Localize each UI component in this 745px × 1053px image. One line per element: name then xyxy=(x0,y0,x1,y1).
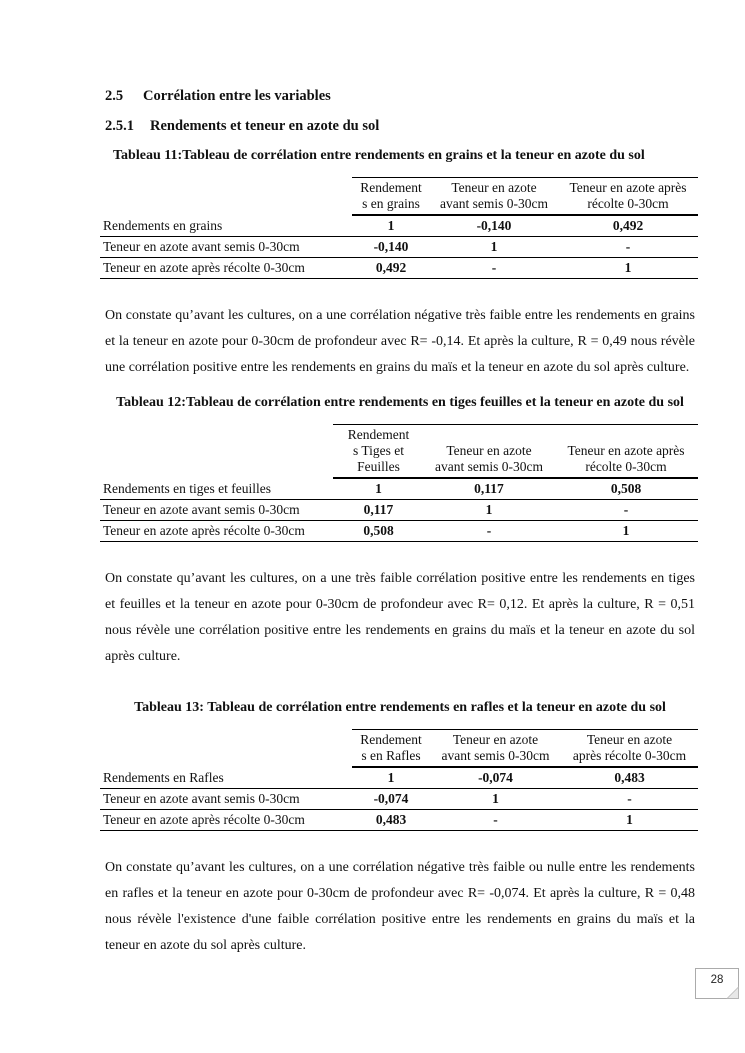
table-row xyxy=(100,500,698,521)
correlation-value: - xyxy=(554,500,698,521)
page-corner-fold-inner xyxy=(728,988,738,998)
correlation-value: -0,140 xyxy=(430,215,558,237)
row-label: Teneur en azote après récolte 0-30cm xyxy=(100,810,352,831)
table-header-row xyxy=(100,425,698,479)
column-header: Teneur en azote avant semis 0-30cm xyxy=(424,425,554,479)
table-13-correlation-rafles xyxy=(100,729,698,831)
row-label: Rendements en grains xyxy=(100,215,352,237)
table-header-row xyxy=(100,730,698,768)
section-heading-2-5 xyxy=(105,88,695,105)
table-row xyxy=(100,215,698,237)
table-12-correlation-tiges-feuilles xyxy=(100,424,698,542)
table-header-row xyxy=(100,178,698,216)
row-label: Rendements en Rafles xyxy=(100,767,352,789)
table-row xyxy=(100,767,698,789)
document-page-content xyxy=(105,88,695,959)
column-header: Teneur en azote avant semis 0-30cm xyxy=(430,730,561,768)
column-header: Teneur en azote avant semis 0-30cm xyxy=(430,178,558,216)
table-11-correlation-grains xyxy=(100,177,698,279)
column-header: Teneur en azote après récolte 0-30cm xyxy=(554,425,698,479)
table-row xyxy=(100,237,698,258)
correlation-value: 0,117 xyxy=(333,500,424,521)
table-row xyxy=(100,478,698,500)
row-label: Teneur en azote avant semis 0-30cm xyxy=(100,500,333,521)
correlation-value: 1 xyxy=(558,258,698,279)
correlation-value: 1 xyxy=(424,500,554,521)
correlation-value: - xyxy=(561,789,698,810)
correlation-value: 1 xyxy=(554,521,698,542)
column-header: Teneur en azote après récolte 0-30cm xyxy=(561,730,698,768)
correlation-value: 1 xyxy=(430,789,561,810)
column-header: Teneur en azote après récolte 0-30cm xyxy=(558,178,698,216)
correlation-value: - xyxy=(558,237,698,258)
correlation-value: 0,508 xyxy=(333,521,424,542)
correlation-value: -0,074 xyxy=(352,789,430,810)
row-label: Teneur en azote après récolte 0-30cm xyxy=(100,521,333,542)
section-title: Corrélation entre les variables xyxy=(143,88,331,104)
correlation-value: 1 xyxy=(333,478,424,500)
empty-corner-cell xyxy=(100,425,333,479)
correlation-value: 1 xyxy=(352,215,430,237)
page-number-box xyxy=(695,968,739,999)
page-number: 28 xyxy=(710,974,724,986)
correlation-value: -0,074 xyxy=(430,767,561,789)
correlation-value: - xyxy=(430,258,558,279)
table-row xyxy=(100,258,698,279)
column-header: Rendement s en Rafles xyxy=(352,730,430,768)
table-row xyxy=(100,521,698,542)
table-row xyxy=(100,789,698,810)
correlation-value: 0,508 xyxy=(554,478,698,500)
table-12-caption: Tableau 12:Tableau de corrélation entre rendements en tiges feuilles et la teneur en azote du sol xyxy=(116,395,684,410)
correlation-value: 0,492 xyxy=(558,215,698,237)
table-row xyxy=(100,810,698,831)
row-label: Teneur en azote avant semis 0-30cm xyxy=(100,237,352,258)
correlation-value: 0,483 xyxy=(352,810,430,831)
subsection-title: Rendements et teneur en azote du sol xyxy=(150,118,380,134)
row-label: Rendements en tiges et feuilles xyxy=(100,478,333,500)
empty-corner-cell xyxy=(100,730,352,768)
correlation-value: - xyxy=(424,521,554,542)
correlation-value: - xyxy=(430,810,561,831)
correlation-value: 1 xyxy=(352,767,430,789)
subsection-number: 2.5.1 xyxy=(105,118,134,134)
analysis-paragraph-grains: On constate qu’avant les cultures, on a une corrélation négative très faible entre les rendements en grains et la teneur en azote pour 0-30cm de profondeur avec R= -0,14. Et après la culture, R = 0,49 nous révèle une corrélation positive entre les rendements en grains du maïs et la teneur en azote du sol après culture. xyxy=(105,308,695,375)
empty-corner-cell xyxy=(100,178,352,216)
row-label: Teneur en azote après récolte 0-30cm xyxy=(100,258,352,279)
section-heading-2-5-1 xyxy=(105,118,695,135)
correlation-value: -0,140 xyxy=(352,237,430,258)
correlation-value: 0,117 xyxy=(424,478,554,500)
table-13-caption: Tableau 13: Tableau de corrélation entre rendements en rafles et la teneur en azote du sol xyxy=(134,700,666,715)
row-label: Teneur en azote avant semis 0-30cm xyxy=(100,789,352,810)
correlation-value: 0,492 xyxy=(352,258,430,279)
section-number: 2.5 xyxy=(105,88,124,104)
column-header: Rendement s en grains xyxy=(352,178,430,216)
correlation-value: 1 xyxy=(561,810,698,831)
column-header: Rendement s Tiges et Feuilles xyxy=(333,425,424,479)
table-11-caption: Tableau 11:Tableau de corrélation entre rendements en grains et la teneur en azote du sol xyxy=(113,148,645,163)
correlation-value: 0,483 xyxy=(561,767,698,789)
analysis-paragraph-rafles: On constate qu’avant les cultures, on a une corrélation négative très faible ou nulle entre les rendements en rafles et la teneur en azote pour 0-30cm de profondeur avec R= -0,074. Et après la culture, R = 0,48 nous révèle l'existence d'une faible corrélation positive entre les rendements en grains du maïs et la teneur en azote du sol après culture. xyxy=(105,860,695,953)
correlation-value: 1 xyxy=(430,237,558,258)
analysis-paragraph-tiges-feuilles: On constate qu’avant les cultures, on a une très faible corrélation positive entre les rendements en tiges et feuilles et la teneur en azote pour 0-30cm de profondeur avec R= 0,12. Et après la culture, R = 0,51 nous révèle une corrélation positive entre les rendements en grains du maïs et la teneur en azote du sol après culture. xyxy=(105,571,695,664)
